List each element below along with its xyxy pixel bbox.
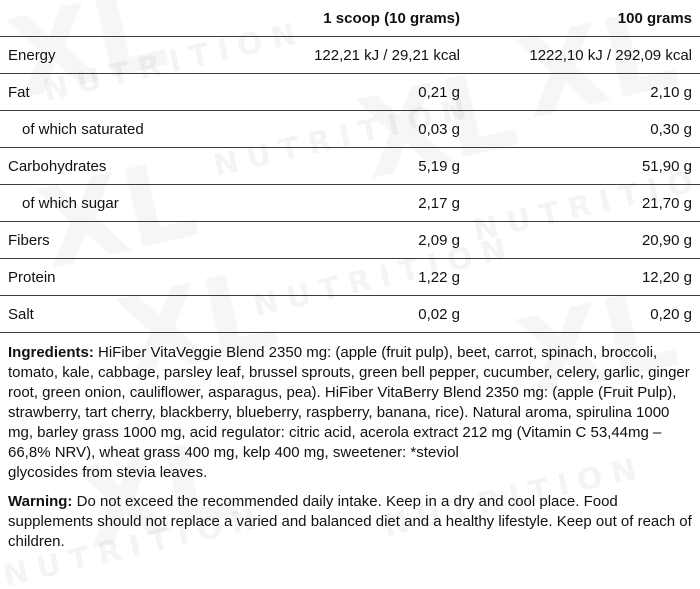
per-scoop-value: 1,22 g bbox=[190, 259, 468, 296]
table-row bbox=[0, 296, 700, 333]
column-header-label bbox=[0, 0, 190, 37]
column-header-per-100g: 100 grams bbox=[468, 0, 700, 37]
per-scoop-value: 0,03 g bbox=[190, 111, 468, 148]
table-row bbox=[0, 148, 700, 185]
nutrient-label: Protein bbox=[0, 259, 190, 296]
per-100g-value: 21,70 g bbox=[468, 185, 700, 222]
product-text bbox=[0, 333, 700, 552]
per-100g-value: 2,10 g bbox=[468, 74, 700, 111]
per-100g-value: 0,20 g bbox=[468, 296, 700, 333]
per-scoop-value: 2,09 g bbox=[190, 222, 468, 259]
per-100g-value: 51,90 g bbox=[468, 148, 700, 185]
table-header-row bbox=[0, 0, 700, 37]
per-scoop-value: 5,19 g bbox=[190, 148, 468, 185]
table-row bbox=[0, 222, 700, 259]
ingredients-text-continued: glycosides from stevia leaves. bbox=[8, 464, 208, 481]
per-100g-value: 20,90 g bbox=[468, 222, 700, 259]
nutrient-label: Carbohydrates bbox=[0, 148, 190, 185]
warning-paragraph bbox=[8, 492, 692, 552]
warning-label: Warning: bbox=[8, 493, 73, 510]
nutrient-label: of which sugar bbox=[0, 185, 190, 222]
per-scoop-value: 0,21 g bbox=[190, 74, 468, 111]
column-header-per-scoop: 1 scoop (10 grams) bbox=[190, 0, 468, 37]
table-row bbox=[0, 185, 700, 222]
per-100g-value: 0,30 g bbox=[468, 111, 700, 148]
per-100g-value: 12,20 g bbox=[468, 259, 700, 296]
ingredients-paragraph bbox=[8, 343, 692, 483]
per-100g-value: 1222,10 kJ / 292,09 kcal bbox=[468, 37, 700, 74]
nutrient-label: Salt bbox=[0, 296, 190, 333]
per-scoop-value: 122,21 kJ / 29,21 kcal bbox=[190, 37, 468, 74]
ingredients-text: HiFiber VitaVeggie Blend 2350 mg: (apple (fruit pulp), beet, carrot, spinach, broccoli, tomato, kale, cabbage, parsley leaf, brussel sprouts, green bell pepper, cucumber, celery, garlic, ginger root, green onion, cauliflower, asparagus, pea). HiFiber VitaBerry Blend 2350 mg: (apple (Fruit Pulp), strawberry, tart cherry, blackberry, blueberry, raspberry, banana, rice). Natural aroma, spirulina 1000 mg, barley grass 1000 mg, acid regulator: citric acid, acerola extract 212 mg (Vitamin C 53,44mg – 66,8% NRV), wheat grass 400 mg, kelp 400 mg, sweetener: *steviol bbox=[8, 344, 690, 461]
table-row bbox=[0, 37, 700, 74]
per-scoop-value: 2,17 g bbox=[190, 185, 468, 222]
nutrient-label: Energy bbox=[0, 37, 190, 74]
table-row bbox=[0, 111, 700, 148]
nutrient-label: of which saturated bbox=[0, 111, 190, 148]
table-row bbox=[0, 74, 700, 111]
per-scoop-value: 0,02 g bbox=[190, 296, 468, 333]
nutrient-label: Fat bbox=[0, 74, 190, 111]
warning-text: Do not exceed the recommended daily intake. Keep in a dry and cool place. Food supplements should not replace a varied and balanced diet and a healthy lifestyle. Keep out of reach of children. bbox=[8, 493, 692, 550]
ingredients-label: Ingredients: bbox=[8, 344, 94, 361]
table-row bbox=[0, 259, 700, 296]
nutrient-label: Fibers bbox=[0, 222, 190, 259]
